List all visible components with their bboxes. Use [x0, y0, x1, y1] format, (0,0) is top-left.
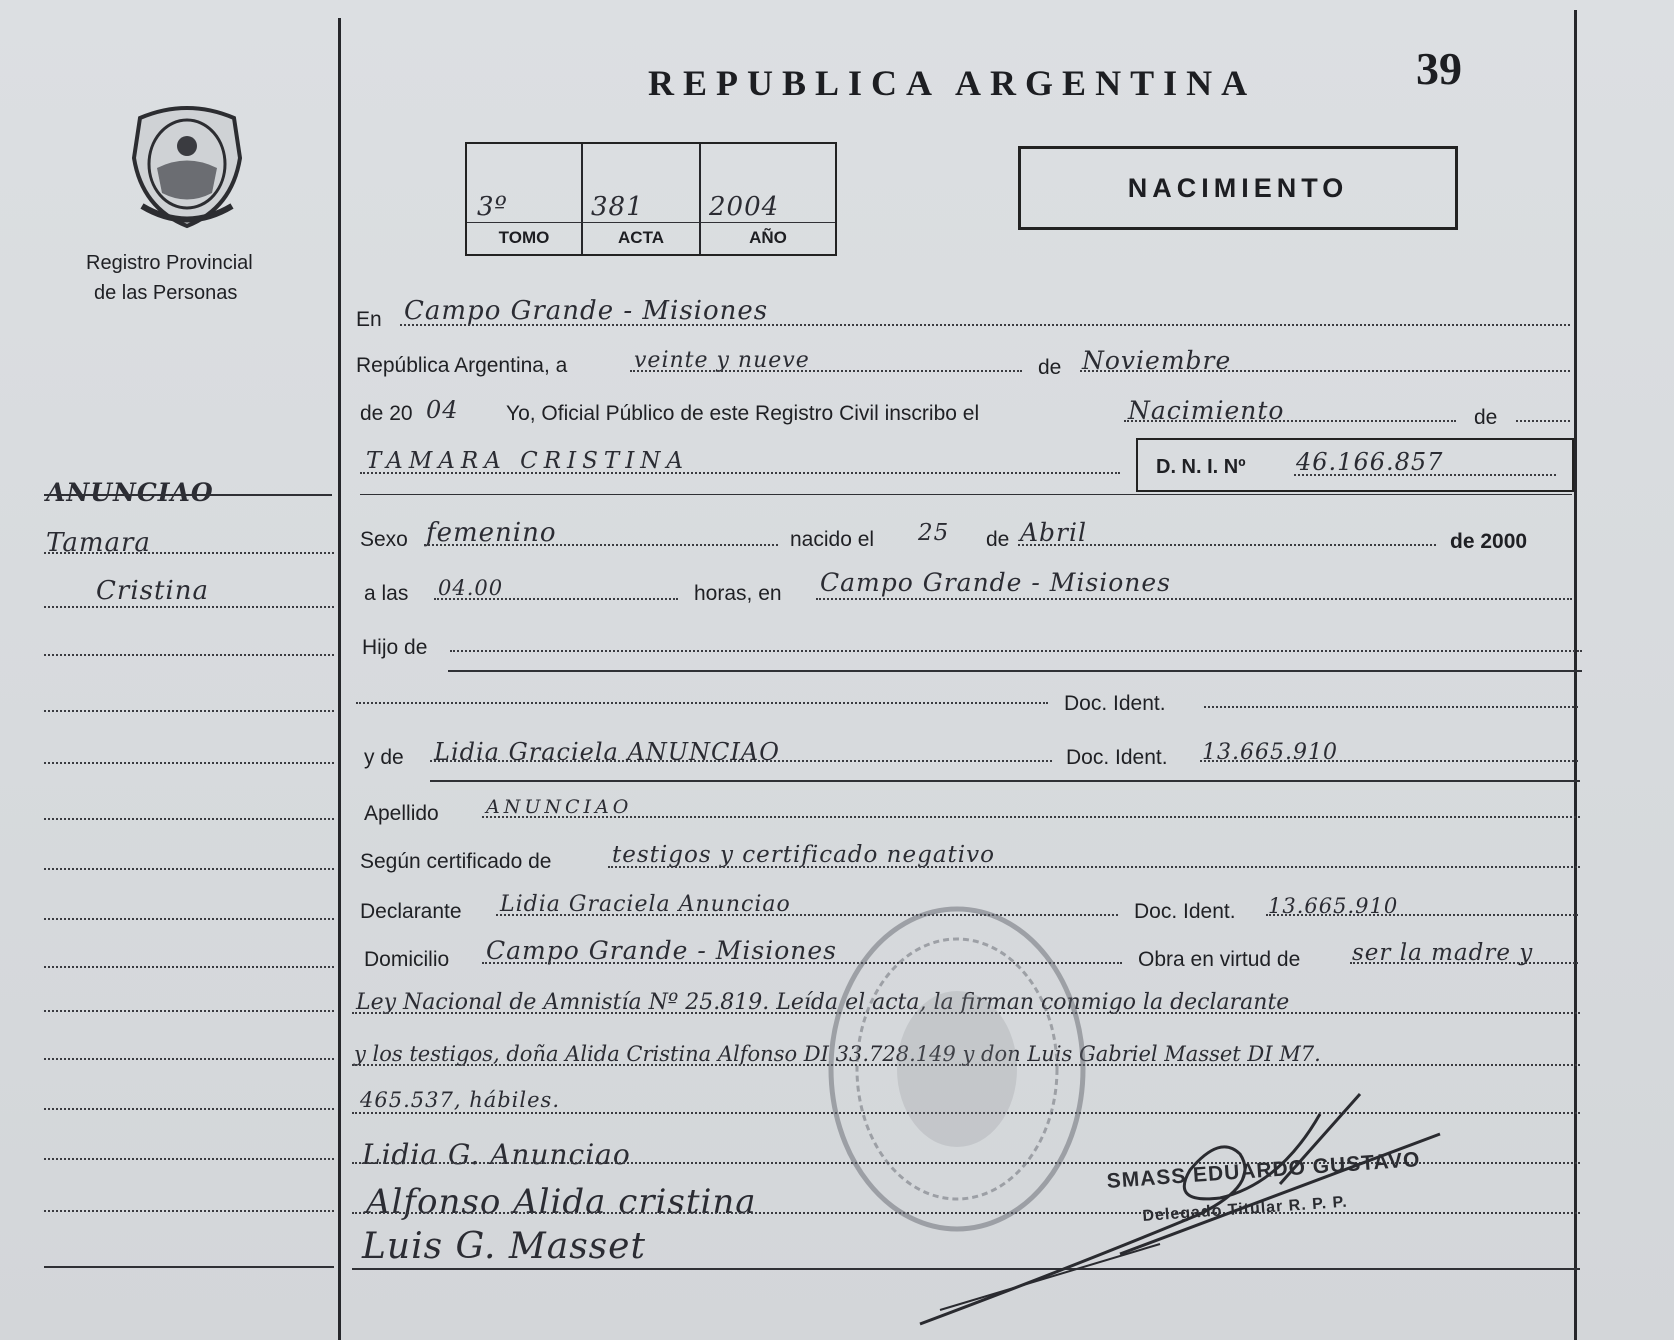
label-birth-year: de 2000 [1450, 530, 1528, 553]
field-birth-time: 04.00 [438, 576, 504, 600]
margin-first-name: Tamara [46, 528, 151, 558]
margin-surname: ANUNCIAO [46, 478, 214, 507]
field-event: Nacimiento [1128, 396, 1285, 425]
ano-label: AÑO [749, 228, 787, 247]
official-title: Delegado Titular R. P. P. [1142, 1193, 1349, 1225]
acta-value: 381 [591, 192, 644, 222]
ano-value: 2004 [709, 192, 780, 222]
official-signature-icon [900, 1074, 1460, 1334]
field-day-written: veinte y nueve [634, 348, 810, 373]
field-apellido: ANUNCIAO [486, 796, 633, 818]
field-mother-doc: 13.665.910 [1202, 740, 1338, 765]
record-type-box [1018, 146, 1458, 230]
acta-label: ACTA [618, 228, 664, 247]
field-obra: ser la madre y [1352, 940, 1534, 966]
field-declarante: Lidia Graciela Anunciao [500, 892, 791, 917]
label-year: de 20 [360, 402, 413, 425]
field-birth-day: 25 [918, 520, 950, 546]
field-place: Campo Grande - Misiones [404, 296, 769, 326]
page-number: 39 [1416, 43, 1462, 94]
label-doc-ident-declarante: Doc. Ident. [1134, 900, 1236, 923]
label-republica: República Argentina, a [356, 354, 568, 377]
label-apellido: Apellido [364, 802, 439, 825]
label-de-name: de [1474, 406, 1498, 429]
field-year-suffix: 04 [426, 396, 459, 424]
field-domicilio: Campo Grande - Misiones [486, 936, 838, 965]
registry-name-line1: Registro Provincial [86, 252, 253, 274]
official-name: SMASS EDUARDO GUSTAVO [1106, 1148, 1422, 1193]
label-domicilio: Domicilio [364, 948, 450, 971]
country-title: REPUBLICA ARGENTINA [648, 63, 1257, 103]
record-number-box [465, 142, 837, 256]
tomo-value: 3º [477, 192, 508, 222]
province-seal-icon [122, 98, 252, 230]
field-child-name: TAMARA CRISTINA [366, 448, 690, 474]
field-sexo: femenino [426, 518, 557, 548]
field-dni: 46.166.857 [1296, 448, 1444, 476]
field-birth-month: Abril [1020, 518, 1087, 547]
left-margin-rule [338, 18, 341, 1340]
dni-box [1136, 438, 1574, 492]
label-yo-oficial: Yo, Oficial Público de este Registro Civil inscribo el [506, 402, 980, 425]
signature-declarante: Lidia G. Anunciao [362, 1138, 631, 1171]
label-horas-en: horas, en [694, 582, 782, 605]
margin-second-name: Cristina [96, 576, 209, 606]
signature-witness-1: Alfonso Alida cristina [366, 1182, 757, 1222]
label-en: En [356, 308, 382, 331]
label-a-las: a las [364, 582, 409, 605]
label-de-month: de [1038, 356, 1062, 379]
notes-line-1: Ley Nacional de Amnistía Nº 25.819. Leída el acta, la firman conmigo la declarante [356, 990, 1290, 1015]
field-mother-name: Lidia Graciela ANUNCIAO [434, 738, 780, 766]
label-de-birth-month: de [986, 528, 1010, 551]
label-y-de: y de [364, 746, 404, 769]
field-month: Noviembre [1082, 346, 1232, 375]
tomo-label: TOMO [498, 228, 550, 247]
label-obra: Obra en virtud de [1138, 948, 1301, 971]
record-type-label: NACIMIENTO [1127, 173, 1349, 203]
registry-name-line2: de las Personas [94, 282, 238, 304]
label-nacido: nacido el [790, 528, 875, 551]
signature-witness-2: Luis G. Masset [362, 1226, 646, 1267]
notes-line-3: 465.537, hábiles. [360, 1088, 560, 1112]
field-birth-place: Campo Grande - Misiones [820, 568, 1172, 597]
field-declarante-doc: 13.665.910 [1268, 894, 1399, 918]
field-segun: testigos y certificado negativo [612, 842, 995, 868]
label-sexo: Sexo [360, 528, 408, 551]
notes-line-2: y los testigos, doña Alida Cristina Alfonso DI 33.728.149 y don Luis Gabriel Masset DI M7. [354, 1042, 1321, 1066]
label-doc-ident-mother: Doc. Ident. [1066, 746, 1168, 769]
label-doc-ident-father: Doc. Ident. [1064, 692, 1166, 715]
label-declarante: Declarante [360, 900, 462, 923]
label-dni: D. N. I. Nº [1156, 456, 1246, 478]
label-segun: Según certificado de [360, 850, 552, 873]
right-margin-rule [1574, 10, 1577, 1340]
label-hijo-de: Hijo de [362, 636, 428, 659]
